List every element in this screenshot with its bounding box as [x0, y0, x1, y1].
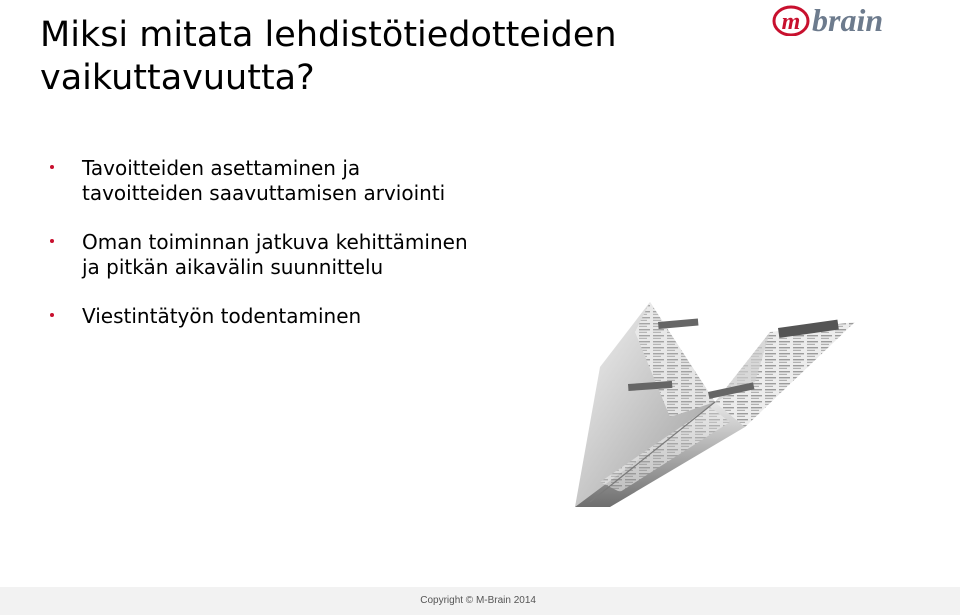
bullet-2-line-2: ja pitkän aikavälin suunnittelu [82, 255, 384, 279]
bullet-item-3 [46, 304, 566, 329]
m-brain-logo [772, 2, 924, 36]
bullet-item-1 [46, 156, 566, 206]
bullet-2-line-1: Oman toiminnan jatkuva kehittäminen [82, 230, 468, 254]
title-line-1: Miksi mitata lehdistötiedotteiden [40, 15, 617, 55]
logo-letter: m [781, 9, 801, 35]
footer-bar [0, 587, 960, 615]
bullet-dot-icon [50, 165, 54, 169]
newspaper-paper-plane-icon [540, 292, 900, 522]
slide-title [40, 14, 680, 100]
bullet-list [46, 156, 566, 353]
bullet-item-2 [46, 230, 566, 280]
copyright-text: Copyright © M-Brain 2014 [420, 595, 536, 606]
bullet-dot-icon [50, 313, 54, 317]
bullet-1-line-1: Tavoitteiden asettaminen ja [82, 156, 361, 180]
bullet-3-line-1: Viestintätyön todentaminen [82, 304, 362, 328]
bullet-dot-icon [50, 239, 54, 243]
bullet-1-line-2: tavoitteiden saavuttamisen arviointi [82, 181, 446, 205]
logo-text: brain [812, 2, 884, 36]
title-line-2: vaikuttavuutta? [40, 58, 315, 98]
